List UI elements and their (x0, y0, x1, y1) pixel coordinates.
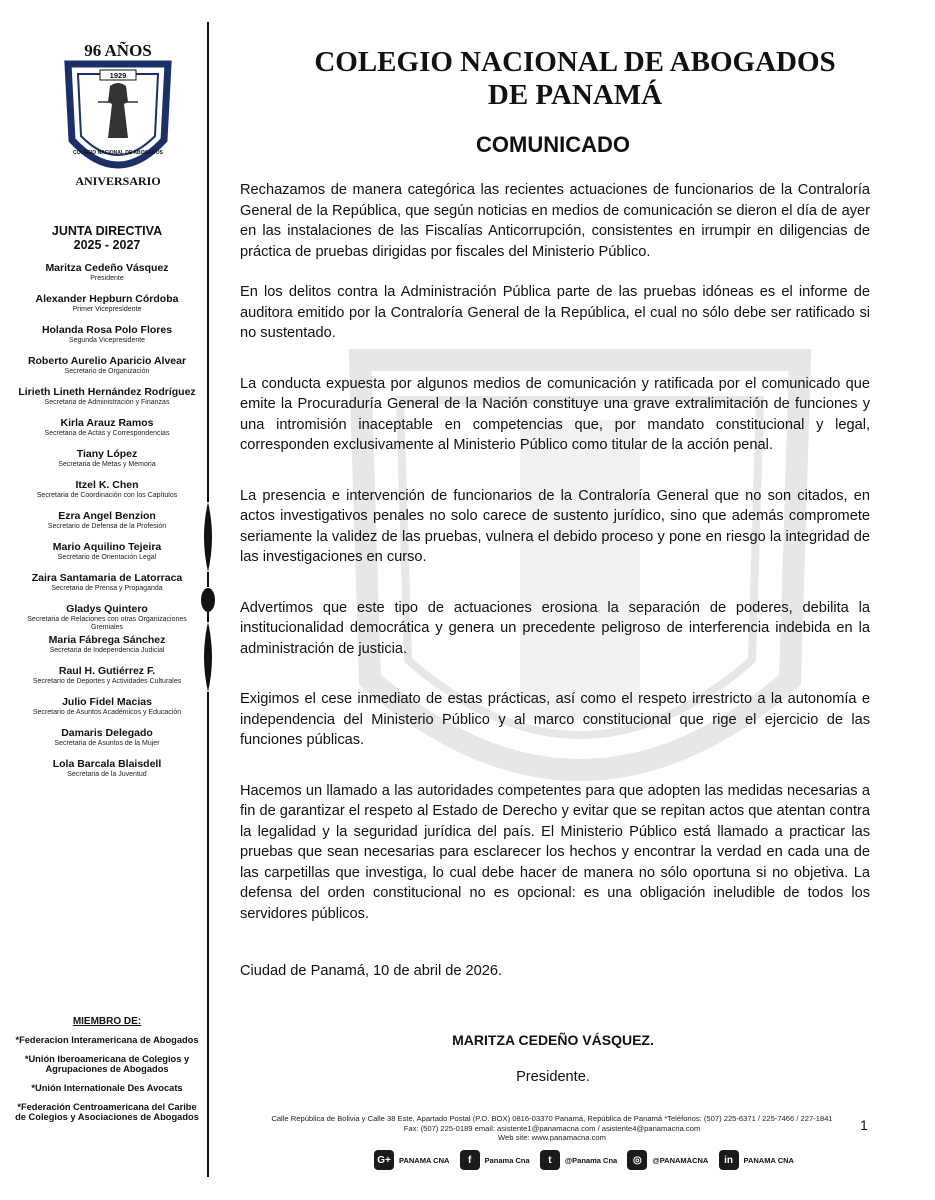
board-member (14, 696, 200, 727)
google-plus-icon: G+ (374, 1150, 394, 1170)
footer-address: Calle República de Bolivia y Calle 38 Este, Apartado Postal (P.O. BOX) 0816-03370 Panamá, República de Panamá *Teléfonos: (507) 225-6371 / 225-7466 / 227-1841 (271, 1114, 833, 1123)
member-role: Segunda Vicepresidente (68, 337, 146, 344)
member-of-title: MIEMBRO DE: (72, 1016, 142, 1027)
svg-text:COLEGIO NACIONAL DE ABOGADOS: COLEGIO NACIONAL DE ABOGADOS (73, 150, 163, 156)
member-role: Secretaria de la Juventud (67, 771, 147, 778)
social-google-plus[interactable] (374, 1150, 449, 1170)
member-role: Secretaria de Administración y Finanzas (44, 399, 170, 406)
social-facebook[interactable] (460, 1150, 530, 1170)
board-period: 2025 - 2027 (73, 238, 141, 252)
board-title: JUNTA DIRECTIVA (51, 224, 163, 238)
member-role: Secretario de Orientación Legal (57, 554, 157, 561)
member-role: Secretaria de Prensa y Propaganda (51, 585, 163, 592)
member-name: Kirla Arauz Ramos (60, 417, 154, 429)
board-member (14, 634, 200, 665)
board-member (14, 603, 200, 634)
svg-text:96 AÑOS: 96 AÑOS (84, 42, 152, 60)
board-member (14, 448, 200, 479)
social-label: @Panama Cna (564, 1155, 618, 1165)
body-paragraph: La conducta expuesta por algunos medios de comunicación y ratificada por el comunicado que emite la Procuraduría General de la Nación constituye una grave extralimitación de funciones y una intromisión inaceptable en competencias que, por mandato constitucional y legal, corresponden exclusivamente al Ministerio Público como titular de la acción penal. (240, 375, 870, 453)
member-name: Holanda Rosa Polo Flores (41, 324, 173, 336)
social-label: Panama Cna (484, 1155, 530, 1165)
college-logo (58, 42, 178, 192)
social-label: PANAMA CNA (743, 1155, 794, 1165)
document-subtitle: COMUNICADO (476, 132, 630, 157)
member-role: Secretaria de Metas y Memoria (58, 461, 156, 468)
member-role: Secretaria de Actas y Correspondencias (44, 430, 170, 437)
body-paragraph: La presencia e intervención de funcionarios de la Contraloría General que no son citados, en actos investigativos penales no solo carece de sustento jurídico, sino que además compromete seriamente la validez de las pruebas, vulnera el debido proceso y pone en riesgo la integridad de las investigaciones en curso. (240, 487, 870, 565)
board-member (14, 758, 200, 789)
member-name: Roberto Aurelio Aparicio Alvear (27, 355, 187, 367)
member-name: Ezra Angel Benzion (58, 510, 156, 522)
twitter-icon: t (540, 1150, 560, 1170)
board-member (14, 324, 200, 355)
member-role: Secretaria de Relaciones con otras Organizaciones Gremiales (27, 616, 187, 631)
svg-text:ANIVERSARIO: ANIVERSARIO (75, 174, 161, 188)
member-role: Presidente (90, 275, 124, 282)
title-line-1: COLEGIO NACIONAL DE ABOGADOS (314, 46, 836, 78)
linkedin-icon: in (719, 1150, 739, 1170)
signer-title: Presidente. (516, 1069, 590, 1085)
instagram-icon: ◎ (627, 1150, 647, 1170)
board-heading (14, 224, 200, 252)
footer-website: Web site: www.panamacna.com (498, 1133, 606, 1142)
board-member (14, 355, 200, 386)
title-line-2: DE PANAMÁ (487, 79, 663, 111)
member-role: Secretario de Asuntos Académicos y Educación (32, 709, 182, 716)
document-title (250, 46, 900, 112)
footer-fax-email: Fax: (507) 225-0189 email: asistente1@panamacna.com / asistente4@panamacna.com (403, 1123, 701, 1133)
board-member (14, 386, 200, 417)
member-name: Itzel K. Chen (75, 479, 139, 491)
social-instagram[interactable] (627, 1150, 708, 1170)
member-role: Secretaria de Asuntos de la Mujer (54, 740, 160, 747)
page-number: 1 (860, 1117, 868, 1133)
member-name: Tiany López (76, 448, 138, 460)
member-name: Alexander Hepburn Córdoba (35, 293, 179, 305)
footer-contact (222, 1114, 882, 1143)
document-body (240, 180, 870, 944)
member-name: Gladys Quintero (66, 603, 148, 615)
member-role: Primer Vicepresidente (72, 306, 142, 313)
member-role: Secretaria de Independencia Judicial (49, 647, 165, 654)
body-paragraph: Exigimos el cese inmediato de estas prácticas, así como el respeto irrestricto a la autonomía e independencia del Ministerio Público y al marco constitucional que rige el ejercicio de las funciones públicas. (240, 691, 870, 748)
member-role: Secretario de Defensa de la Profesión (47, 523, 167, 530)
member-name: Raul H. Gutiérrez F. (58, 665, 156, 677)
board-member (14, 727, 200, 758)
board-member (14, 417, 200, 448)
member-name: Zaira Santamaria de Latorraca (31, 572, 183, 584)
member-role: Secretario de Deportes y Actividades Culturales (32, 678, 182, 685)
member-of-section (14, 1016, 200, 1131)
member-name: Damaris Delegado (61, 727, 153, 739)
member-role: Secretaria de Coordinación con los Capítulos (36, 492, 178, 499)
member-of-org: *Unión Internationale Des Avocats (31, 1083, 183, 1093)
member-of-org: *Federacion Interamericana de Abogados (15, 1035, 199, 1045)
member-name: Julio Fidel Macias (62, 696, 152, 708)
member-name: Maria Fábrega Sánchez (48, 634, 166, 646)
board-member (14, 479, 200, 510)
board-member (14, 541, 200, 572)
member-name: Mario Aquilino Tejeira (52, 541, 162, 553)
member-of-org: *Unión Iberoamericana de Colegios y Agrupaciones de Abogados (24, 1054, 190, 1074)
sidebar-divider (196, 22, 220, 1177)
member-name: Maritza Cedeño Vásquez (45, 262, 169, 274)
body-paragraph: Hacemos un llamado a las autoridades competentes para que adopten las medidas necesarias a fin de garantizar el respeto al Estado de Derecho y evitar que se repitan actos que atentan contra la legalidad y la seguridad jurídica del país. El Ministerio Público está llamado a practicar las pruebas que sean necesarias para esclarecer los hechos y encontrar la verdad en cada una de las carpetillas que investiga, lo cual debe hacer de manera no sólo oportuna si no objetiva. La defensa del orden constitucional no es opcional: es una obligación ineludible de todos los servidores públicos. (240, 782, 870, 922)
board-member (14, 572, 200, 603)
member-name: Lirieth Lineth Hernández Rodríguez (18, 386, 196, 398)
board-member (14, 510, 200, 541)
signer-name: MARITZA CEDEÑO VÁSQUEZ. (452, 1032, 654, 1048)
member-name: Lola Barcala Blaisdell (52, 758, 162, 770)
body-paragraph: Advertimos que este tipo de actuaciones erosiona la separación de poderes, debilita la institucionalidad democrática y genera un precedente peligroso de interferencia indebida en la administración de justicia. (240, 599, 870, 657)
board-member (14, 665, 200, 696)
social-label: @PANAMACNA (652, 1155, 709, 1165)
social-label: PANAMA CNA (399, 1155, 450, 1165)
member-of-org: *Federación Centroamericana del Caribe de Colegios y Asociaciones de Abogados (15, 1102, 199, 1122)
document-date: Ciudad de Panamá, 10 de abril de 2026. (240, 963, 503, 979)
board-member (14, 262, 200, 293)
body-paragraph: Rechazamos de manera categórica las recientes actuaciones de funcionarios de la Contraloría General de la República, que según noticias en medios de comunicación se dieron el día de ayer en las instalaciones de las Fiscalías Anticorrupción, consistentes en irrumpir en diligencias de práctica de pruebas dirigidas por fiscales del Ministerio Público. (240, 182, 870, 260)
body-paragraph: En los delitos contra la Administración Pública parte de las pruebas idóneas es el informe de auditora emitido por la Contraloría General de la República, el cual no sólo debe ser ratificado si no sustentado. (240, 284, 870, 341)
facebook-icon: f (460, 1150, 480, 1170)
board-members-list (14, 262, 200, 789)
board-member (14, 293, 200, 324)
social-linkedin[interactable] (719, 1150, 794, 1170)
social-links (374, 1150, 794, 1170)
svg-text:1929: 1929 (109, 71, 127, 80)
social-twitter[interactable] (540, 1150, 617, 1170)
member-role: Secretario de Organización (64, 368, 150, 375)
